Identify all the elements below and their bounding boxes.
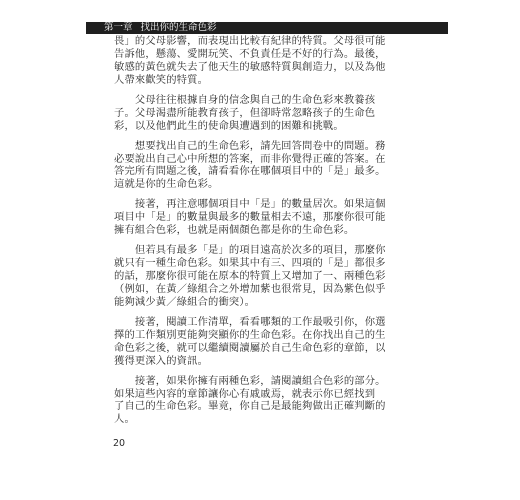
body-text — [114, 35, 424, 433]
chapter-title: 找出你的生命色彩 — [140, 22, 217, 33]
text-line: 人。 — [114, 413, 135, 426]
text-line: 就只有一種生命色彩。如果其中有三、四項的「是」都很多 — [114, 257, 386, 270]
text-line: 接著，閱讀工作清單，看看哪類的工作最吸引你，你選 — [114, 315, 386, 328]
text-line: 擇的工作類別更能夠突顯你的生命色彩。在你找出自己的生 — [114, 328, 386, 341]
paragraph — [114, 198, 424, 237]
text-line: 擁有組合色彩，也就是兩個顏色都是你的生命色彩。 — [114, 224, 355, 237]
text-line: 接著，再注意哪個項目中「是」的數量居次。如果這個 — [114, 198, 386, 211]
text-line: 子。父母渴盡所能教育孩子，但卻時常忽略孩子的生命色 — [114, 106, 376, 119]
text-line: 畏」的父母影響，而表現出比較有紀律的特質。父母很可能 — [114, 35, 386, 47]
text-line: 項目中「是」的數量與最多的數量相去不遠，那麼你很可能 — [114, 211, 386, 224]
paragraph — [114, 94, 424, 133]
text-line: 接著，如果你擁有兩種色彩，請閱讀組合色彩的部分。 — [114, 374, 386, 387]
text-line: 想要找出自己的生命色彩，請先回答問卷中的問題。務 — [114, 139, 386, 152]
text-line: 這就是你的生命色彩。 — [114, 178, 219, 191]
text-line: （例如，在黃／綠組合之外增加紫也很常見，因為紫色似乎 — [114, 282, 386, 295]
chapter-header — [104, 22, 217, 34]
text-line: 人帶來歡笑的特質。 — [114, 73, 209, 86]
text-line: 能夠減少黃／綠組合的衝突）。 — [114, 295, 256, 308]
paragraph — [114, 140, 424, 192]
text-line: 父母往往根據自身的信念與自己的生命色彩來教養孩 — [114, 93, 376, 106]
text-line: 敏感的黃色就失去了他天生的敏感特質與創造力，以及為他 — [114, 60, 386, 73]
paragraph — [114, 244, 424, 309]
page-number: 20 — [113, 438, 126, 449]
paragraph — [114, 375, 424, 427]
paragraph — [114, 316, 424, 368]
text-line: 命色彩之後，就可以繼續閱讀屬於自己生命色彩的章節，以 — [114, 341, 386, 354]
text-line: 如果這些內容的章節讓你心有戚戚焉，就表示你已經找到 — [114, 387, 376, 400]
text-line: 答完所有問題之後，請看看你在哪個項目中的「是」最多。 — [114, 165, 386, 178]
paragraph — [114, 35, 424, 87]
text-line: 必要說出自己心中所想的答案，而非你覺得正確的答案。在 — [114, 152, 386, 165]
text-line: 了自己的生命色彩。畢竟，你自己是最能夠做出正確判斷的 — [114, 400, 386, 413]
chapter-number: 第一章 — [104, 22, 133, 33]
text-line: 但若具有最多「是」的項目遠高於次多的項目，那麼你 — [114, 244, 386, 257]
text-line: 彩，以及他們此生的使命與遭遇到的困難和挑戰。 — [114, 119, 344, 132]
text-line: 告訴他，懸蕩、愛開玩笑、不負責任是不好的行為。最後， — [114, 47, 386, 60]
text-line: 獲得更深入的資訊。 — [114, 354, 209, 367]
text-line: 的話，那麼你很可能在原本的特質上又增加了一、兩種色彩 — [114, 270, 386, 282]
